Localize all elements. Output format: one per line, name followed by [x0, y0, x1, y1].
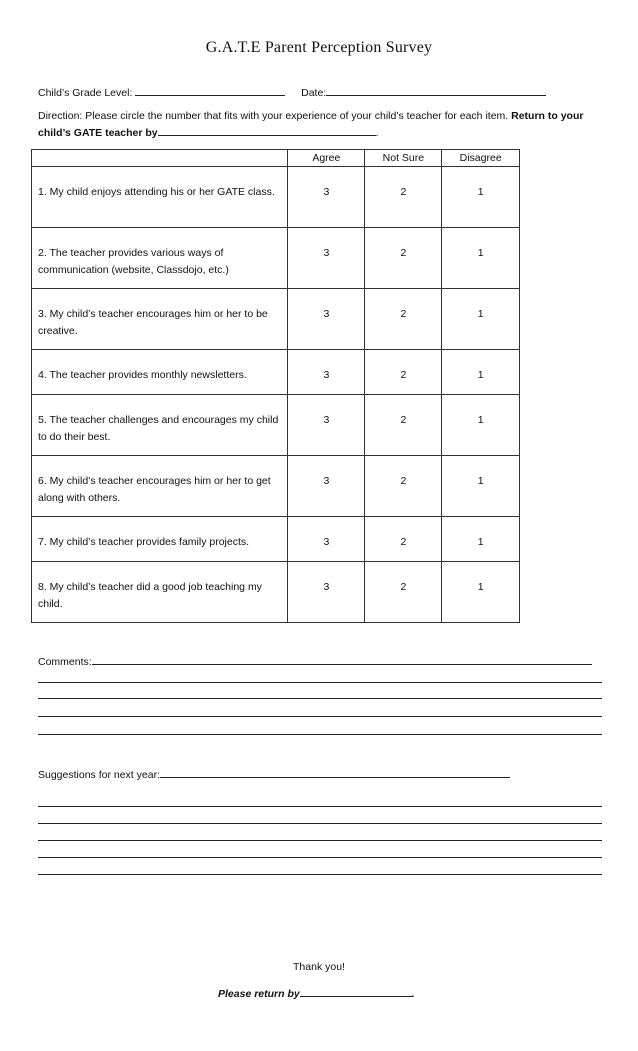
table-row	[32, 562, 520, 623]
disagree-option[interactable]: 1	[442, 517, 520, 562]
suggestions-rule[interactable]	[38, 840, 602, 841]
question-5: 5. The teacher challenges and encourages my child to do their best.	[32, 395, 288, 456]
table-row	[32, 289, 520, 350]
disagree-option[interactable]: 1	[442, 289, 520, 350]
header-not-sure: Not Sure	[365, 150, 442, 167]
agree-option[interactable]: 3	[288, 562, 365, 623]
disagree-option[interactable]: 1	[442, 395, 520, 456]
suggestions-rule[interactable]	[38, 857, 602, 858]
suggestions-rule[interactable]	[38, 806, 602, 807]
question-1: 1. My child enjoys attending his or her GATE class.	[32, 167, 288, 228]
direction-text: Direction: Please circle the number that fits with your experience of your child’s teacher for each item.	[38, 110, 509, 122]
survey-title: G.A.T.E Parent Perception Survey	[205, 39, 433, 56]
question-7: 7. My child’s teacher provides family projects.	[32, 517, 288, 562]
grade-blank[interactable]	[135, 86, 285, 96]
disagree-option[interactable]: 1	[442, 167, 520, 228]
disagree-option[interactable]: 1	[442, 456, 520, 517]
suggestions-blank[interactable]	[160, 768, 510, 778]
not-sure-option[interactable]: 2	[365, 228, 442, 289]
please-return-line	[218, 987, 415, 1000]
header-question	[32, 150, 288, 167]
agree-option[interactable]: 3	[288, 289, 365, 350]
table-row	[32, 395, 520, 456]
agree-option[interactable]: 3	[288, 395, 365, 456]
comments-line	[38, 655, 592, 668]
not-sure-option[interactable]: 2	[365, 562, 442, 623]
date-label: Date:	[301, 87, 327, 99]
agree-option[interactable]: 3	[288, 456, 365, 517]
survey-table	[31, 149, 520, 623]
table-row	[32, 350, 520, 395]
grade-label: Child’s Grade Level:	[38, 87, 133, 99]
disagree-option[interactable]: 1	[442, 350, 520, 395]
comments-rule[interactable]	[38, 734, 602, 735]
question-8: 8. My child’s teacher did a good job teaching my child.	[32, 562, 288, 623]
not-sure-option[interactable]: 2	[365, 289, 442, 350]
not-sure-option[interactable]: 2	[365, 167, 442, 228]
direction-end: .	[375, 127, 379, 139]
agree-option[interactable]: 3	[288, 517, 365, 562]
return-by-blank[interactable]	[158, 126, 376, 136]
header-agree: Agree	[288, 150, 365, 167]
table-row	[32, 517, 520, 562]
comments-rule[interactable]	[38, 682, 602, 683]
comments-rule[interactable]	[38, 716, 602, 717]
suggestions-rule[interactable]	[38, 874, 602, 875]
not-sure-option[interactable]: 2	[365, 517, 442, 562]
direction-paragraph	[38, 108, 608, 142]
comments-rule[interactable]	[38, 698, 602, 699]
agree-option[interactable]: 3	[288, 350, 365, 395]
please-return-label: Please return by	[218, 988, 300, 1000]
table-header-row	[32, 150, 520, 167]
table-row	[32, 167, 520, 228]
date-blank[interactable]	[326, 86, 546, 96]
header-disagree: Disagree	[442, 150, 520, 167]
grade-date-line	[38, 86, 546, 99]
question-4: 4. The teacher provides monthly newsletters.	[32, 350, 288, 395]
not-sure-option[interactable]: 2	[365, 350, 442, 395]
suggestions-rule[interactable]	[38, 823, 602, 824]
table-row	[32, 456, 520, 517]
comments-blank[interactable]	[92, 655, 592, 665]
comments-label: Comments:	[38, 656, 92, 668]
question-6: 6. My child’s teacher encourages him or her to get along with others.	[32, 456, 288, 517]
not-sure-option[interactable]: 2	[365, 395, 442, 456]
suggestions-line	[38, 768, 510, 781]
table-row	[32, 228, 520, 289]
agree-option[interactable]: 3	[288, 167, 365, 228]
disagree-option[interactable]: 1	[442, 562, 520, 623]
question-2: 2. The teacher provides various ways of communication (website, Classdojo, etc.)	[32, 228, 288, 289]
thank-you-text: Thank you!	[293, 961, 345, 973]
agree-option[interactable]: 3	[288, 228, 365, 289]
please-return-end: .	[411, 988, 415, 1000]
direction-return-text: Return to your child’s GATE teacher by	[38, 110, 584, 139]
please-return-blank[interactable]	[300, 987, 412, 997]
not-sure-option[interactable]: 2	[365, 456, 442, 517]
disagree-option[interactable]: 1	[442, 228, 520, 289]
suggestions-label: Suggestions for next year:	[38, 769, 160, 781]
question-3: 3. My child’s teacher encourages him or her to be creative.	[32, 289, 288, 350]
